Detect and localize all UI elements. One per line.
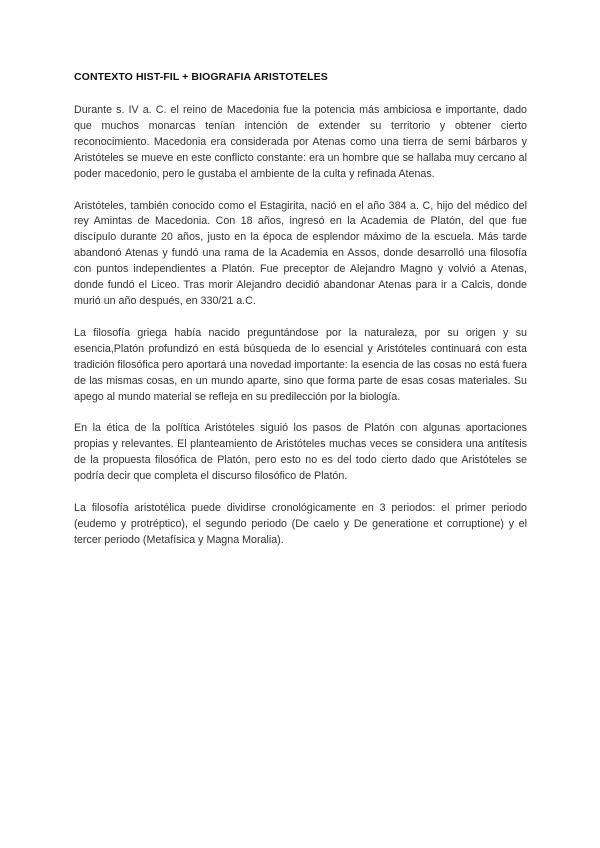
paragraph-ethics-politics: En la ética de la política Aristóteles siguió los pasos de Platón con algunas aportaciones propias y relevantes. El planteamiento de Aristóteles muchas veces se considera una antítesis de la propuesta filosófica de Platón, pero esto no es del todo cierto dado que Aristóteles se podría decir que completa el discurso filosófico de Platón. — [74, 422, 527, 483]
paragraph-periods: La filosofía aristotélica puede dividirse cronológicamente en 3 periodos: el primer periodo (eudemo y protréptico), el segundo periodo (De caelo y De generatione et corruptione) y el tercer periodo (Metafísica y Magna Moralia). — [74, 502, 527, 546]
paragraph-philosophy: La filosofía griega había nacido preguntándose por la naturaleza, por su origen y su esencia,Platón profundizó en está búsqueda de lo esencial y Aristóteles continuará con esta tradición filosófica pero aportará una novedad importante: la esencia de las cosas no está fuera de las mismas cosas, en un mundo aparte, sino que forma parte de esas cosas materiales. Su apego al mundo material se refleja en su predilección por la biología. — [74, 326, 527, 403]
document-body — [74, 70, 527, 565]
paragraph-biography: Aristóteles, también conocido como el Estagirita, nació en el año 384 a. C, hijo del médico del rey Amintas de Macedonia. Con 18 años, ingresó en la Academia de Platón, del que fue discípulo durante 20 años, justo en la época de esplendor máximo de la escuela. Más tarde abandonó Atenas y fundó una rama de la Academia en Assos, donde desarrolló una filosofía con puntos independientes a Platón. Fue preceptor de Alejandro Magno y volvió a Atenas, donde fundó el Liceo. Tras morir Alejandro decidió abandonar Atenas para ir a Calcis, donde murió un año después, en 330/21 a.C. — [74, 199, 527, 307]
document-title: CONTEXTO HIST-FIL + BIOGRAFIA ARISTOTELES — [74, 71, 328, 83]
paragraph-historical-context: Durante s. IV a. C. el reino de Macedonia fue la potencia más ambiciosa e importante, dado que muchos monarcas tenían intención de extender su territorio y obtener cierto reconocimiento. Macedonia era considerada por Atenas como una tierra de semi bárbaros y Aristóteles se mueve en este conflicto constante: era un hombre que se hallaba muy cercano al poder macedonio, pero le gustaba el ambiente de la culta y refinada Atenas. — [74, 104, 527, 180]
